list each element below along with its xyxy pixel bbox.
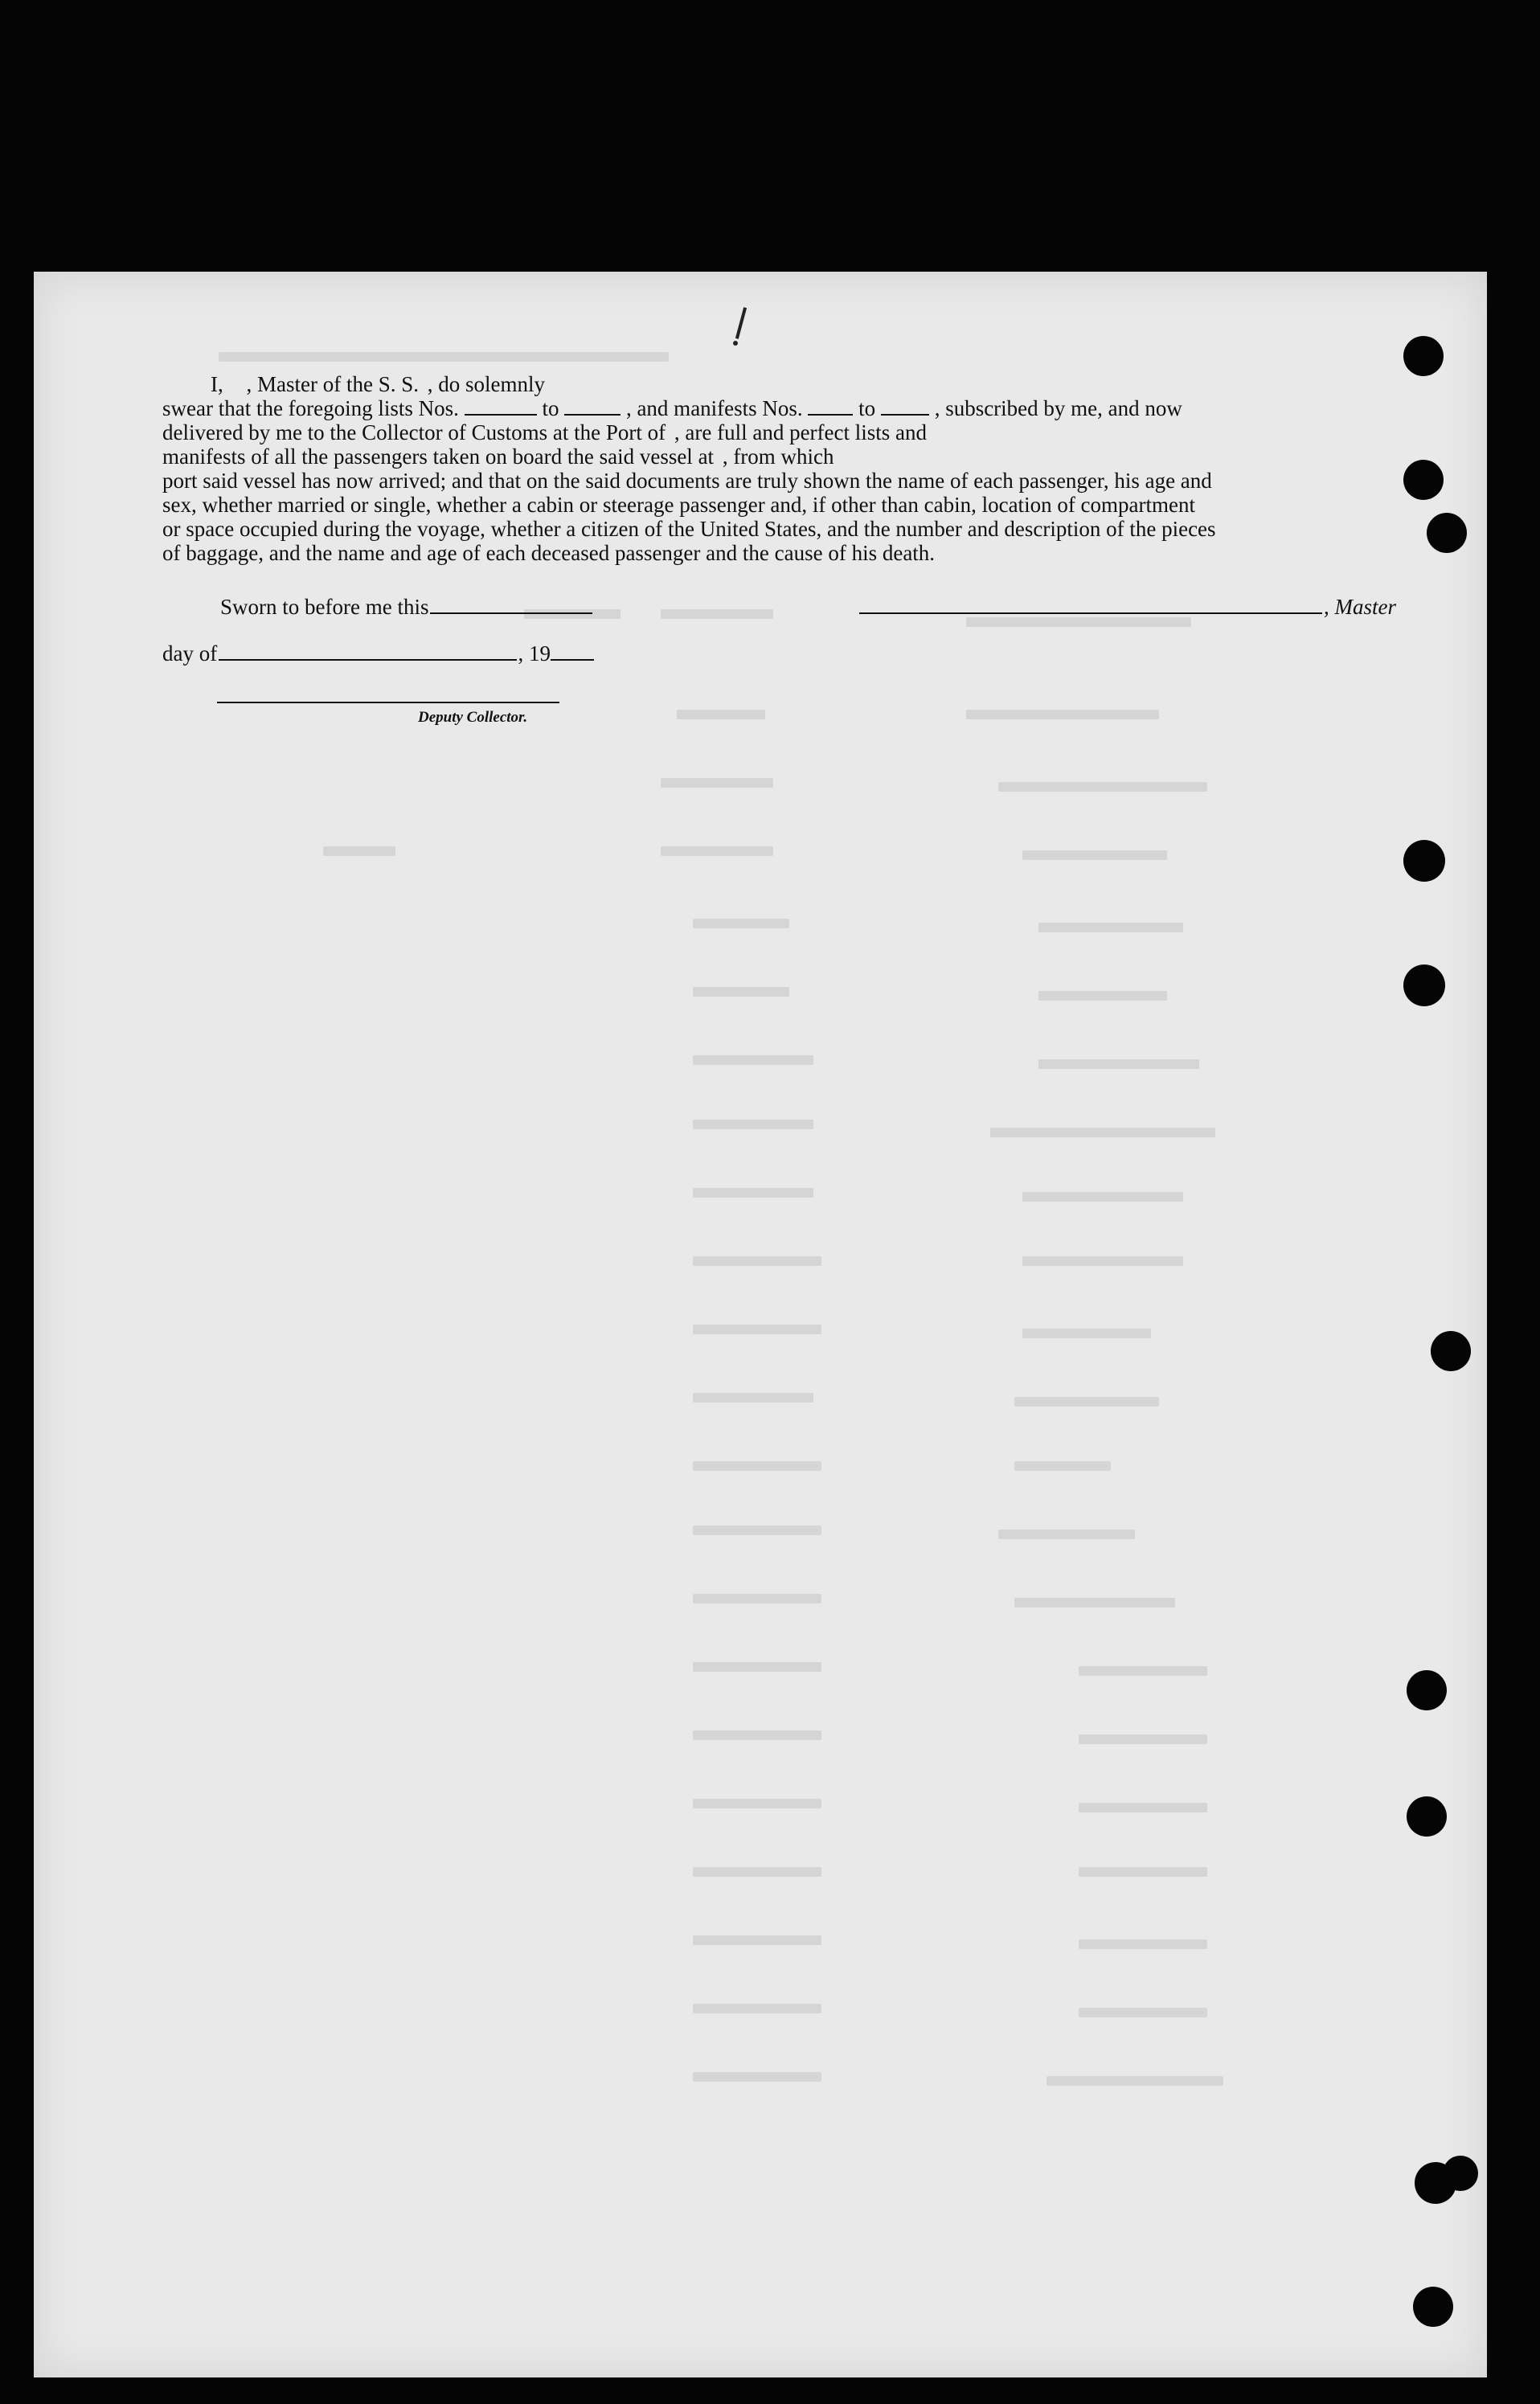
deputy-signature-rule <box>217 702 559 703</box>
oath-line-2 <box>162 396 1392 420</box>
binder-hole <box>1403 964 1445 1006</box>
sworn-date-blank <box>430 598 592 614</box>
master-of-ss-label: , Master of the S. S. <box>246 372 419 396</box>
oath-line-5: port said vessel has now arrived; and that on the said documents are truly shown the name of each passenger, his age and <box>162 469 1212 493</box>
day-of-label: day of <box>162 641 218 666</box>
manifest-to-blank <box>881 398 929 416</box>
binder-hole <box>1413 2287 1453 2327</box>
oath-line-8: of baggage, and the name and age of each deceased passenger and the cause of his death. <box>162 541 936 565</box>
binder-hole <box>1403 840 1445 882</box>
full-perfect-label: , are full and perfect lists and <box>674 420 928 444</box>
sworn-label: Sworn to before me this <box>220 595 429 619</box>
do-solemnly-label: , do solemnly <box>427 372 545 396</box>
binder-hole <box>1407 1670 1447 1710</box>
delivered-label: delivered by me to the Collector of Customs at the Port of <box>162 420 666 444</box>
oath-line-6: sex, whether married or single, whether a cabin or steerage passenger and, if other than cabin, location of compartment <box>162 493 1196 517</box>
oath-i: I, <box>211 372 223 396</box>
manifests-nos-label: , and manifests Nos. <box>625 396 803 420</box>
oath-line-4 <box>162 444 1392 469</box>
pen-mark <box>733 341 738 346</box>
oath-line-7: or space occupied during the voyage, whether a citizen of the United States, and the number and description of the pieces <box>162 517 1216 541</box>
from-which-label: , from which <box>722 444 834 469</box>
binder-hole <box>1403 460 1444 500</box>
sworn-line <box>220 595 594 620</box>
to-label-1: to <box>542 396 559 420</box>
master-oath-paragraph <box>162 372 1392 565</box>
master-signature-blank <box>859 598 1322 614</box>
year-blank <box>551 643 594 661</box>
taken-on-board-label: manifests of all the passengers taken on board the said vessel at <box>162 444 715 469</box>
oath-line-3 <box>162 420 1392 444</box>
oath-line-1 <box>162 372 1392 396</box>
month-blank <box>219 645 516 661</box>
list-from-blank <box>465 398 537 416</box>
swear-lists-label: swear that the foregoing lists Nos. <box>162 396 459 420</box>
master-label: , Master <box>1324 595 1396 619</box>
deputy-collector-label: Deputy Collector. <box>418 709 528 726</box>
manifest-sheet <box>34 272 1487 2377</box>
subscribed-label: , subscribed by me, and now <box>934 396 1182 420</box>
manifest-from-blank <box>808 398 853 416</box>
year-prefix-label: , 19 <box>518 641 551 666</box>
binder-hole <box>1427 513 1467 553</box>
list-to-blank <box>564 398 621 416</box>
day-of-line <box>162 641 594 666</box>
binder-hole <box>1407 1796 1447 1837</box>
binder-hole <box>1403 336 1444 376</box>
bleed-through-text <box>34 272 1487 2377</box>
to-label-2: to <box>858 396 876 420</box>
binder-hole <box>1443 2156 1478 2191</box>
master-signature-line <box>858 595 1396 620</box>
binder-hole <box>1431 1331 1471 1371</box>
